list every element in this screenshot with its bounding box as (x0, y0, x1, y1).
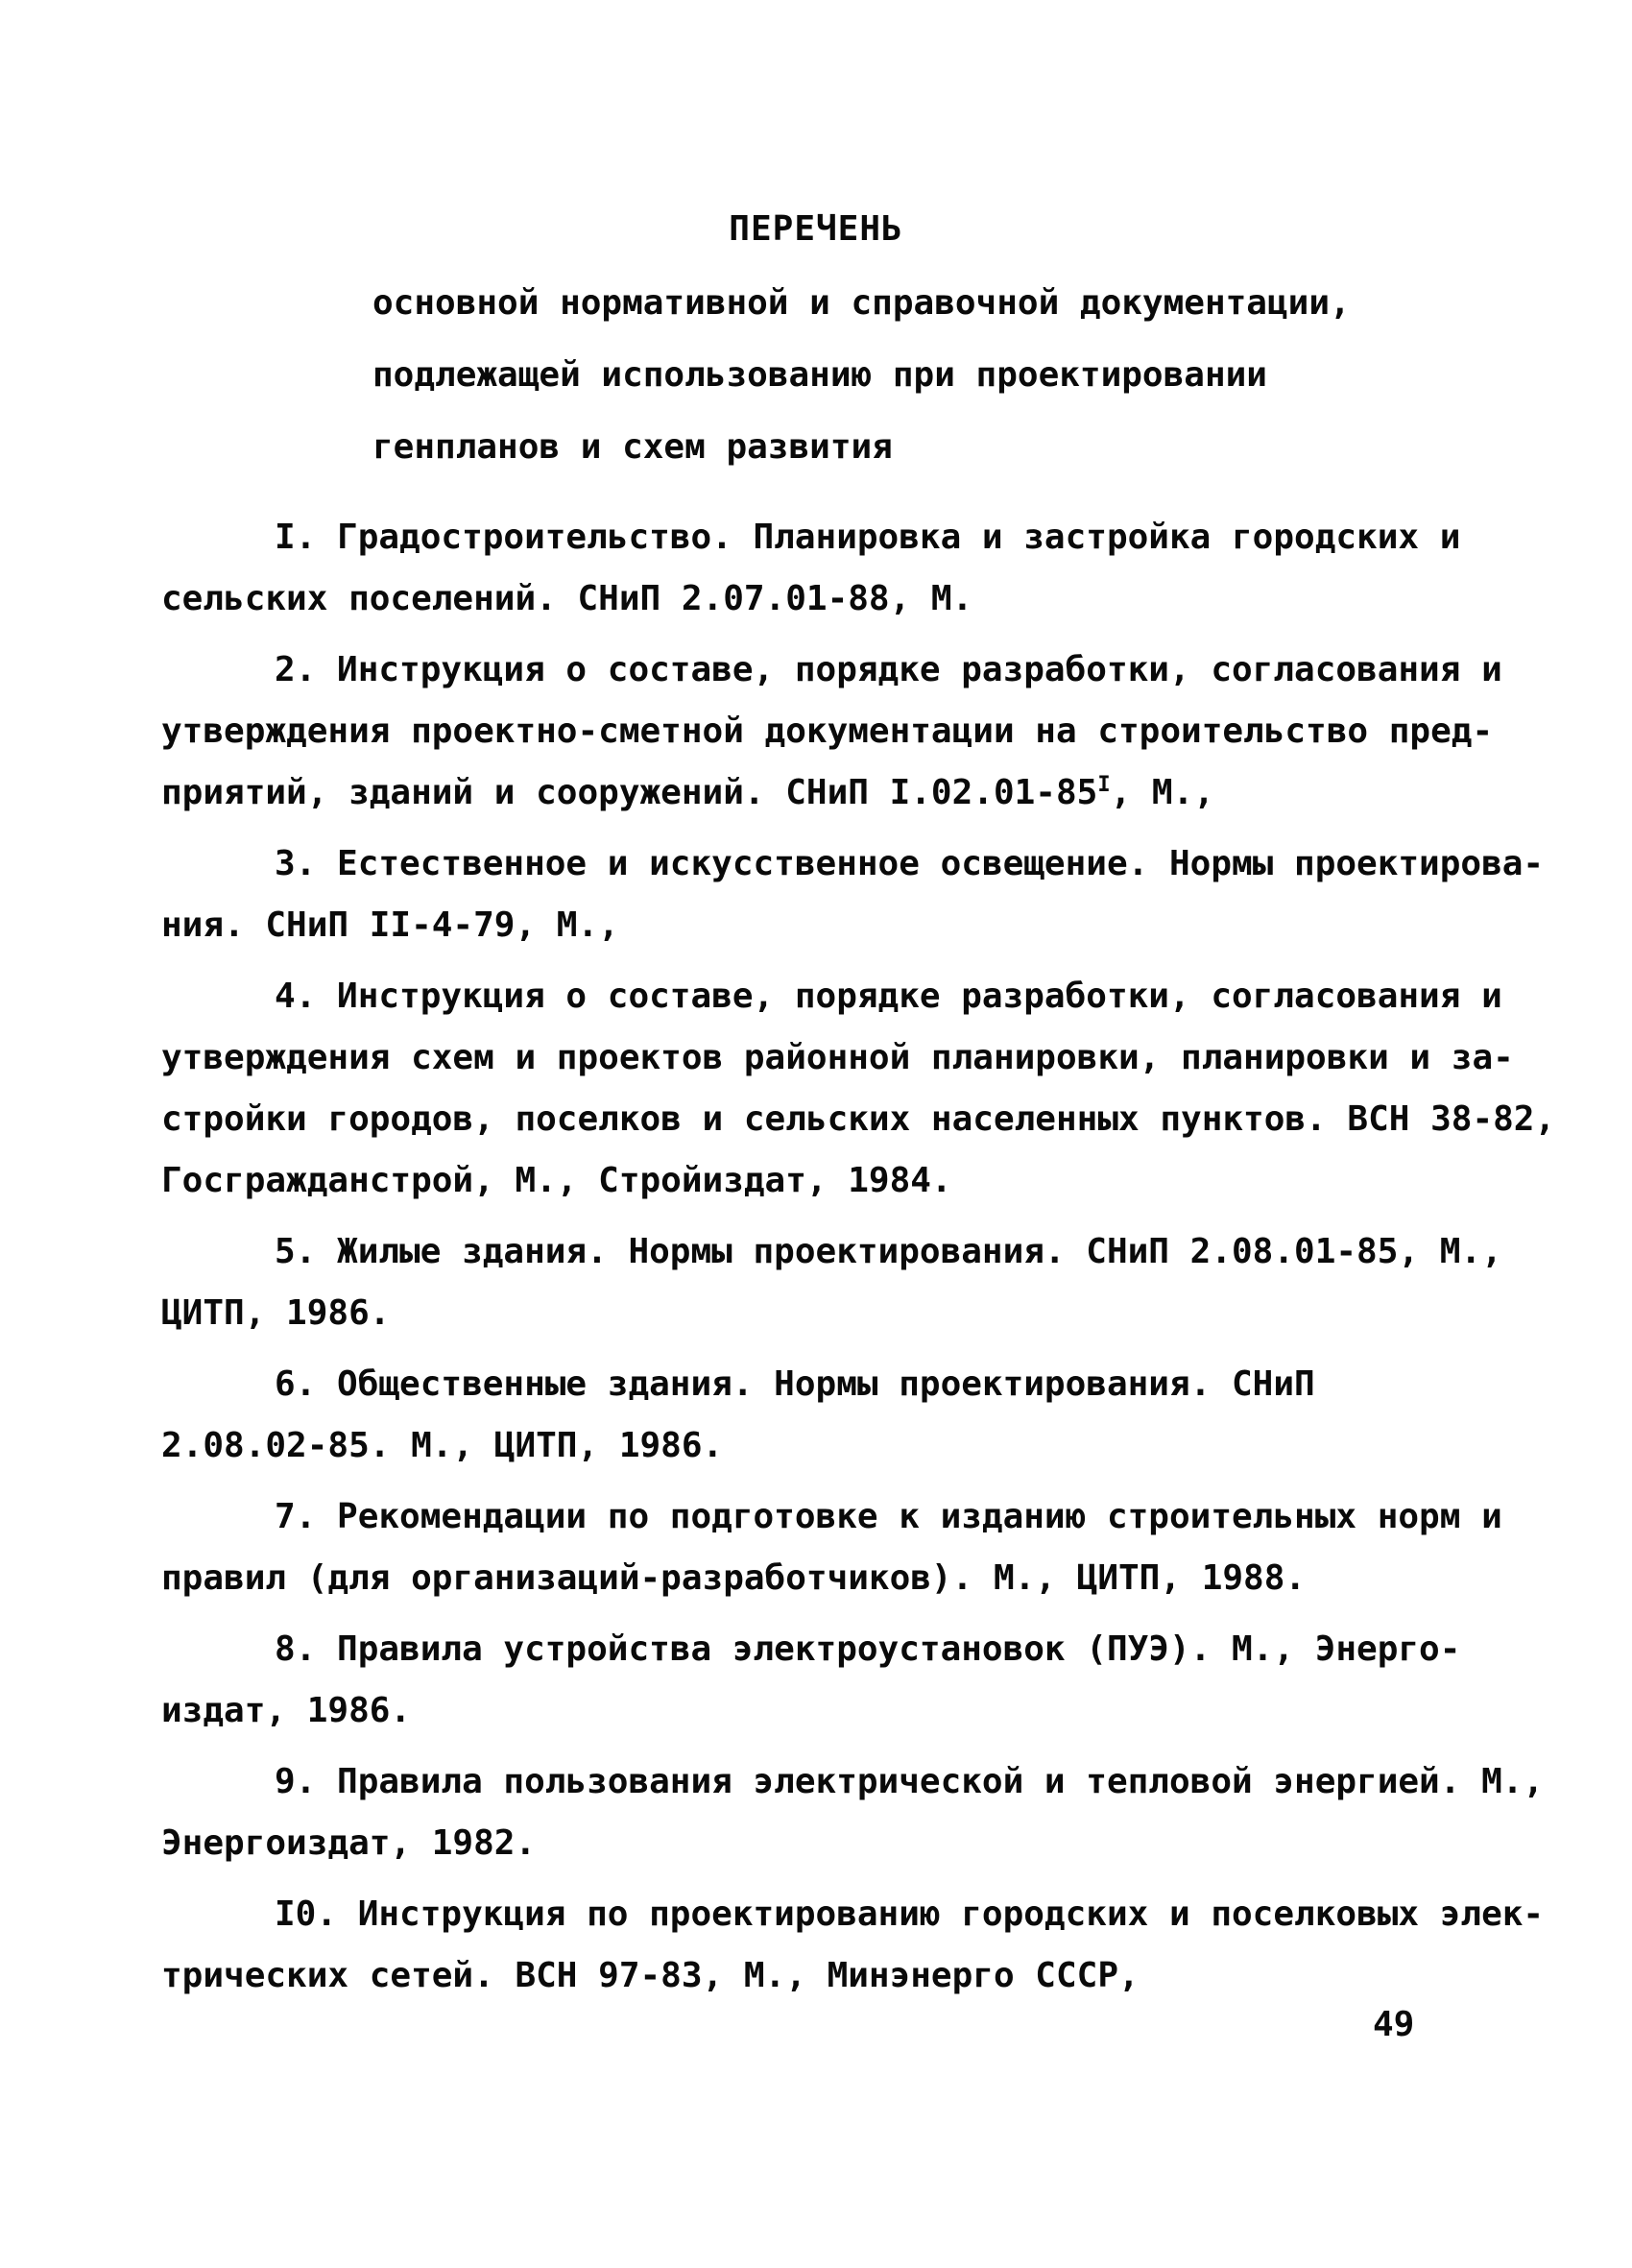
list-item-line: правил (для организаций-разработчиков). М., ЦИТП, 1988. (161, 1558, 1307, 1598)
list-item (161, 639, 1502, 824)
subtitle-line: основной нормативной и справочной документации, (372, 283, 1351, 323)
list-item-line: ЦИТП, 1986. (161, 1293, 391, 1333)
list-item-line: 2.08.02-85. М., ЦИТП, 1986. (161, 1426, 724, 1465)
list-item-line: 9. Правила пользования электрической и тепловой энергией. М., (275, 1762, 1545, 1801)
list-item (161, 1486, 1502, 1609)
list-item (161, 1751, 1545, 1874)
list-item-line: 8. Правила устройства электроустановок (ПУЭ). М., Энерго- (275, 1629, 1461, 1669)
list-item (161, 1619, 1486, 1742)
list-item-line: издат, 1986. (161, 1691, 412, 1730)
list-item (161, 1884, 1545, 2007)
document-title: ПЕРЕЧЕНЬ (729, 209, 903, 249)
list-item-line: утверждения схем и проектов районной планировки, планировки и за- (161, 1038, 1514, 1077)
list-item-line: 7. Рекомендации по подготовке к изданию строительных норм и (275, 1497, 1502, 1536)
document-subtitle (372, 267, 1351, 483)
superscript: I (1097, 773, 1111, 797)
list-item (161, 507, 1486, 630)
list-item-line: 6. Общественные здания. Нормы проектирования. СНиП (275, 1364, 1315, 1404)
list-item-line: Госгражданстрой, М., Стройиздат, 1984. (161, 1161, 952, 1200)
list-item-line: 4. Инструкция о составе, порядке разработки, согласования и (275, 977, 1502, 1016)
list-item-text: , М., (1110, 773, 1214, 812)
list-item (161, 833, 1545, 956)
list-item-line: ния. СНиП II-4-79, М., (161, 905, 619, 945)
subtitle-line: подлежащей использованию при проектировании (372, 355, 1267, 395)
list-item (161, 966, 1556, 1212)
list-item-line: 3. Естественное и искусственное освещение. Нормы проектирова- (275, 844, 1545, 883)
list-item-line (161, 762, 1486, 824)
list-item-line: утверждения проектно-сметной документации на строительство пред- (161, 712, 1494, 751)
list-item-line: I. Градостроительство. Планировка и застройка городских и (275, 518, 1461, 557)
reference-list (161, 507, 1556, 2016)
list-item-line: стройки городов, поселков и сельских населенных пунктов. ВСН 38-82, (161, 1099, 1556, 1139)
list-item-line: 5. Жилые здания. Нормы проектирования. СНиП 2.08.01-85, М., (275, 1232, 1502, 1271)
list-item-text: приятий, зданий и сооружений. СНиП I.02.01-85 (161, 773, 1098, 812)
page-number: 49 (1373, 2005, 1415, 2044)
list-item (161, 1354, 1486, 1477)
subtitle-line: генпланов и схем развития (372, 427, 893, 467)
list-item-line: I0. Инструкция по проектированию городских и поселковых элек- (275, 1894, 1545, 1934)
list-item-line: трических сетей. ВСН 97-83, М., Минэнерго СССР, (161, 1956, 1140, 1995)
list-item-line: сельских поселений. СНиП 2.07.01-88, М. (161, 579, 973, 618)
list-item-line: Энергоиздат, 1982. (161, 1823, 537, 1863)
list-item-line: 2. Инструкция о составе, порядке разработки, согласования и (275, 650, 1502, 689)
list-item (161, 1221, 1502, 1344)
